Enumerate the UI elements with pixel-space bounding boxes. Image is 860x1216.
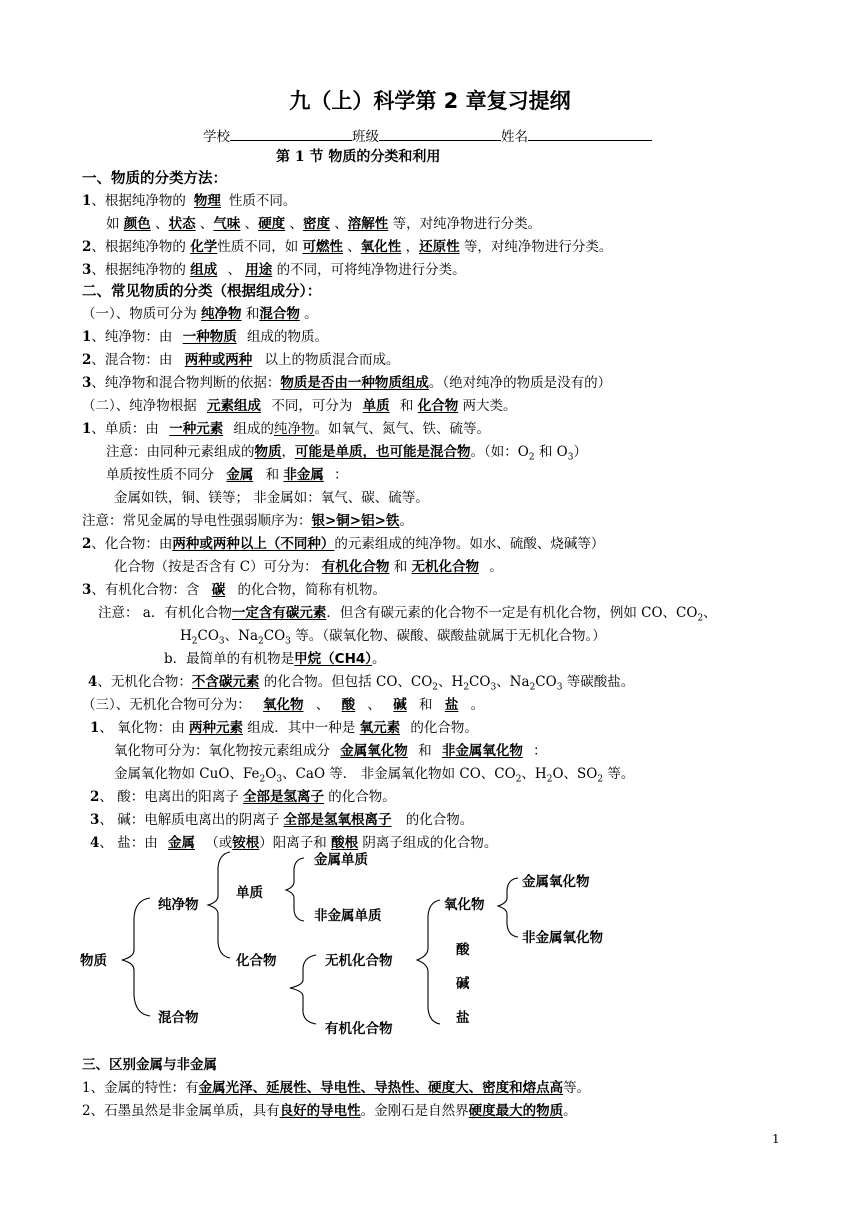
s3-line-2: 2、石墨虽然是非金属单质，具有良好的导电性。金刚石是自然界硬度最大的物质。 bbox=[82, 1103, 577, 1119]
s2-b12: b．最简单的有机物是甲烷（CH4）。 bbox=[164, 651, 386, 667]
tree-inorganic: 无机化合物 bbox=[325, 953, 393, 969]
s2-b3: 注意：由同种元素组成的物质，可能是单质，也可能是混合物。（如：$O_2$ 和 $O_3$） bbox=[106, 444, 587, 463]
s2-b9: 3、有机化合物：含 碳 的化合物，简称有机物。 bbox=[82, 582, 386, 598]
name-label: 姓名 bbox=[501, 129, 528, 145]
bracket-compound bbox=[290, 955, 316, 1024]
s2-b5: 金属如铁，铜、镁等； 非金属如：氧气、碳、硫等。 bbox=[114, 490, 429, 506]
page-title: 九（上）科学第 2 章复习提纲 bbox=[289, 89, 571, 113]
s1-line-3: 2、根据纯净物的 化学性质不同，如 可燃性 、氧化性 ，还原性 等，对纯净物进行分类。 bbox=[82, 239, 613, 255]
tree-mixture: 混合物 bbox=[158, 1010, 199, 1026]
s2-b2: 1、单质：由 一种元素 组成的纯净物。如氧气、氮气、铁、硫等。 bbox=[82, 421, 490, 437]
tree-element: 单质 bbox=[236, 885, 263, 901]
section-title: 第 1 节 物质的分类和利用 bbox=[276, 149, 441, 165]
tree-acid: 酸 bbox=[456, 942, 470, 958]
bracket-oxide bbox=[498, 878, 518, 937]
s2-b1: （二）、纯净物根据 元素组成 不同，可分为 单质 和 化合物 两大类。 bbox=[82, 398, 517, 414]
tree-base: 碱 bbox=[456, 976, 470, 992]
bracket-inorganic bbox=[417, 900, 440, 1024]
s2-c2: 1、 氧化物：由 两种元素 组成．其中一种是 氧元素 的化合物。 bbox=[90, 720, 478, 736]
s1-line-2: 如 颜色 、状态 、气味 、硬度 、密度 、溶解性 等，对纯净物进行分类。 bbox=[106, 216, 542, 232]
bracket-pure bbox=[208, 852, 230, 958]
s1-line-4: 3、根据纯净物的 组成 、 用途 的不同，可将纯净物进行分类。 bbox=[82, 262, 466, 278]
s2-a3: 2、混合物：由 两种或两种 以上的物质混合而成。 bbox=[82, 352, 400, 368]
tree-metal: 金属单质 bbox=[314, 852, 368, 868]
page-number: 1 bbox=[772, 1132, 780, 1146]
bracket-element bbox=[286, 858, 304, 921]
s2-b6: 注意：常见金属的导电性强弱顺序为：银>铜>铝>铁。 bbox=[82, 513, 413, 529]
tree-pure: 纯净物 bbox=[158, 897, 199, 913]
tree-organic: 有机化合物 bbox=[325, 1021, 393, 1037]
s2-b11: $H_2CO_3$、$Na_2CO_3$ 等。（碳氧化物、碳酸、碳酸盐就属于无机化合物。） bbox=[180, 628, 606, 647]
bracket-root bbox=[122, 898, 150, 1016]
s2-b8: 化合物（按是否含有 C）可分为： 有机化合物 和 无机化合物 。 bbox=[114, 559, 503, 575]
s2-a2: 1、纯净物：由 一种物质 组成的物质。 bbox=[82, 329, 328, 345]
s2-b7: 2、化合物：由两种或两种以上（不同种）的元素组成的纯净物。如水、硫酸、烧碱等） bbox=[82, 536, 605, 552]
tree-root: 物质 bbox=[80, 953, 107, 969]
tree-compound: 化合物 bbox=[236, 953, 277, 969]
s2-b10: 注意： a．有机化合物一定含有碳元素．但含有碳元素的化合物不一定是有机化合物，例如 CO、$CO_2$、 bbox=[98, 605, 717, 624]
heading-classification-methods: 一、物质的分类方法： bbox=[82, 171, 227, 187]
s3-line-1: 1、金属的特性：有金属光泽、延展性、导电性、导热性、硬度大、密度和熔点高等。 bbox=[82, 1080, 591, 1096]
tree-nonmetal-oxide: 非金属氧化物 bbox=[522, 930, 603, 946]
heading-common-classification: 二、常见物质的分类（根据组成分）： bbox=[82, 284, 322, 300]
s2-a1: （一）、物质可分为 纯净物 和混合物 。 bbox=[82, 306, 318, 322]
s2-c4: 金属氧化物如 CuO、$Fe_2O_3$、CaO 等． 非金属氧化物如 CO、$CO_2$、$H_2O$、$SO_2$ 等。 bbox=[114, 766, 635, 785]
s2-c3: 氧化物可分为：氧化物按元素组成分 金属氧化物 和 非金属氧化物 ： bbox=[114, 743, 547, 759]
heading-metal-vs-nonmetal: 三、区别金属与非金属 bbox=[82, 1057, 217, 1073]
tree-oxide: 氧化物 bbox=[444, 897, 485, 913]
s2-c5: 2、 酸：电离出的阳离子 全部是氢离子 的化合物。 bbox=[90, 789, 396, 805]
s2-b13: 4、无机化合物：不含碳元素 的化合物。但包括 CO、$CO_2$、$H_2CO_3$、$Na_2CO_3$ 等碳酸盐。 bbox=[88, 674, 635, 693]
tree-nonmetal: 非金属单质 bbox=[314, 908, 382, 924]
tree-metal-oxide: 金属氧化物 bbox=[522, 874, 590, 890]
class-label: 班级 bbox=[352, 129, 379, 145]
s2-c6: 3、 碱：电解质电离出的阴离子 全部是氢氧根离子 的化合物。 bbox=[90, 812, 474, 828]
s2-c1: （三）、无机化合物可分为： 氧化物 、 酸 、 碱 和 盐 。 bbox=[82, 697, 485, 713]
s1-line-1: 1、根据纯净物的 物理 性质不同。 bbox=[82, 193, 297, 209]
tree-salt: 盐 bbox=[456, 1010, 470, 1026]
s2-a4: 3、纯净物和混合物判断的依据：物质是否由一种物质组成。（绝对纯净的物质是没有的） bbox=[82, 375, 612, 391]
s2-b4: 单质按性质不同分 金属 和 非金属 ： bbox=[106, 467, 348, 483]
school-label: 学校 bbox=[203, 129, 230, 145]
s2-c7: 4、 盐：由 金属 （或铵根）阳离子和 酸根 阴离子组成的化合物。 bbox=[90, 835, 498, 851]
